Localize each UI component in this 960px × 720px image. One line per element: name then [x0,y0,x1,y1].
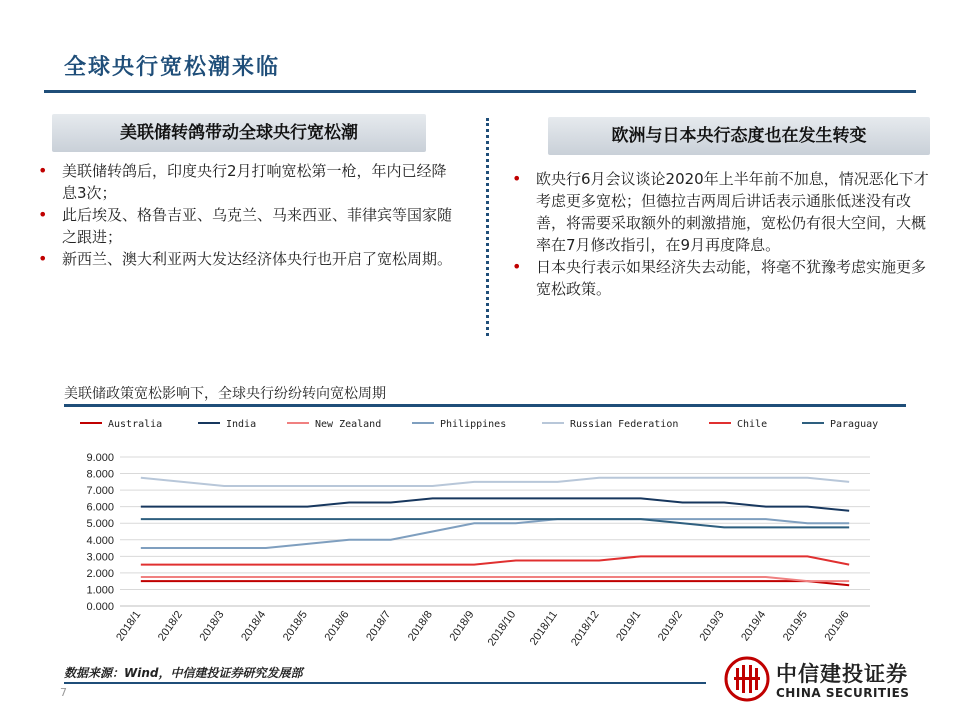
right-bullet-1: • 欧央行6月会议谈论2020年上半年前不加息，情况恶化下才考虑更多宽松；但德拉吉两周后讲话表示通胀低迷没有改善，将需要采取额外的刺激措施，宽松仍有很大空间，大概率在7月修改指引，在9月再度降息。 [508,168,934,256]
source-note: 数据来源：Wind，中信建投证券研究发展部 [64,666,303,680]
y-tick-label-5: 5.000 [86,518,114,531]
x-tick-label-3: 2018/4 [239,608,269,644]
x-tick-label-11: 2018/12 [568,608,602,649]
series-line-russian-federation [141,478,849,486]
right-bullet-2: • 日本央行表示如果经济失去动能，将毫不犹豫考虑实施更多宽松政策。 [508,256,934,300]
x-tick-label-16: 2019/5 [780,608,810,644]
x-tick-label-0: 2018/1 [114,608,144,644]
y-tick-label-4: 4.000 [86,534,114,547]
x-tick-label-15: 2019/4 [739,608,769,644]
x-tick-label-7: 2018/8 [405,608,435,644]
legend-label-1: India [226,419,257,430]
x-tick-label-8: 2018/9 [447,608,477,644]
y-tick-label-0: 0.000 [86,601,114,613]
legend-label-5: Chile [737,419,768,430]
x-tick-label-12: 2019/1 [614,608,644,644]
x-tick-label-4: 2018/5 [280,608,310,644]
y-tick-label-3: 3.000 [86,551,114,564]
y-tick-label-1: 1.000 [86,584,114,597]
x-tick-label-13: 2019/2 [655,608,685,644]
legend-label-2: New Zealand [315,419,382,430]
x-tick-label-5: 2018/6 [322,608,352,644]
logo-name-en: CHINA SECURITIES [776,686,910,700]
y-tick-label-7: 7.000 [86,485,114,498]
chart-title: 美联储政策宽松影响下，全球央行纷纷转向宽松周期 [64,386,386,402]
x-tick-label-2: 2018/3 [197,608,227,644]
footer-rule [64,682,706,684]
left-bullet-2: • 此后埃及、格鲁吉亚、乌克兰、马来西亚、菲律宾等国家随之跟进； [34,204,454,248]
left-section-heading: 美联储转鸽带动全球央行宽松潮 [52,114,426,152]
x-tick-label-1: 2018/2 [155,608,185,644]
series-line-india [141,498,849,510]
y-tick-label-8: 8.000 [86,468,114,481]
series-line-australia [141,581,849,585]
y-tick-label-9: 9.000 [86,452,114,464]
left-bullet-1: • 美联储转鸽后，印度央行2月打响宽松第一枪，年内已经降息3次； [34,160,454,204]
x-tick-label-14: 2019/3 [697,608,727,644]
legend-label-4: Russian Federation [570,419,679,430]
page-number: 7 [60,686,67,699]
left-bullet-3: • 新西兰、澳大利亚两大发达经济体央行也开启了宽松周期。 [34,248,454,270]
series-line-chile [141,556,849,564]
legend-label-0: Australia [108,419,163,430]
x-tick-label-9: 2018/10 [485,608,519,649]
slide-title: 全球央行宽松潮来临 [64,55,281,80]
y-tick-label-6: 6.000 [86,501,114,514]
legend-label-6: Paraguay [830,419,879,430]
logo-name-cn: 中信建投证券 [776,662,908,686]
x-tick-label-10: 2018/11 [527,608,560,648]
china-securities-logo-icon [724,656,770,702]
y-tick-label-2: 2.000 [86,567,114,580]
right-section-heading: 欧洲与日本央行态度也在发生转变 [548,117,930,155]
legend-label-3: Philippines [440,419,507,430]
x-tick-label-17: 2019/6 [822,608,852,644]
x-tick-label-6: 2018/7 [364,608,394,644]
